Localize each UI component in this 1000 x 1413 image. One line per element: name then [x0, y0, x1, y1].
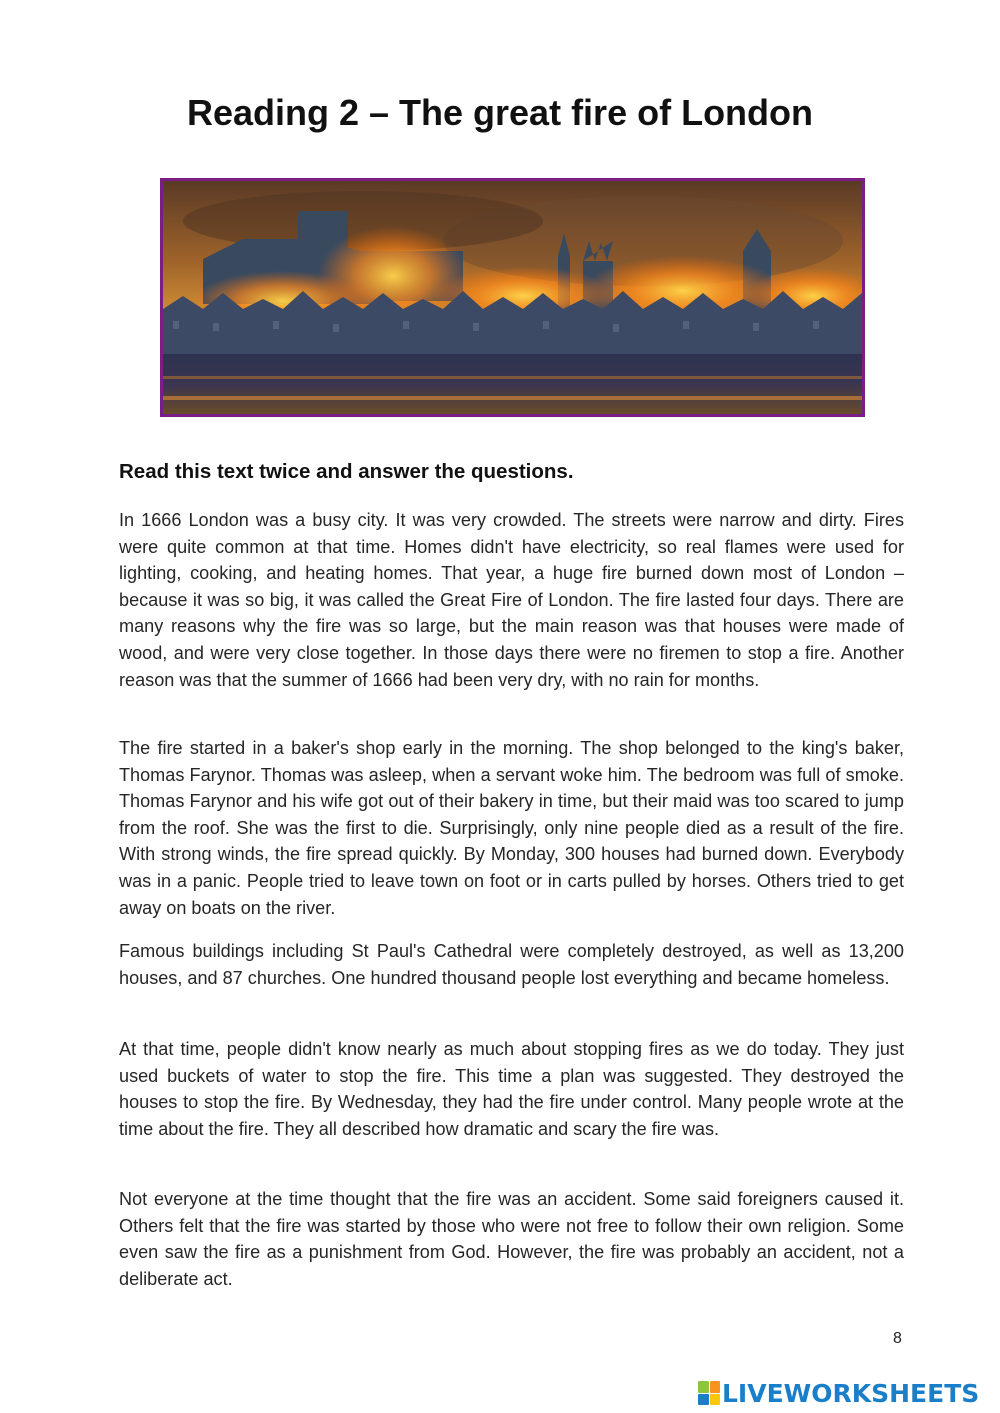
paragraph-4: At that time, people didn't know nearly as much about stopping fires as we do today. They just used buckets of water to stop the fire. This time a plan was suggested. They destroyed the houses to stop the fire. By Wednesday, they had the fire under control. Many people wrote at the time about the fire. They all described how dramatic and scary the fire was. — [119, 1039, 904, 1139]
paragraph-1: In 1666 London was a busy city. It was very crowded. The streets were narrow and dirty. Fires were quite common at that time. Homes didn't have electricity, so real flames were used for lighting, cooking, and heating homes. That year, a huge fire burned down most of London – because it was so big, it was called the Great Fire of London. The fire lasted four days. There are many reasons why the fire was so large, but the main reason was that houses were made of wood, and were very close together. In those days there were no firemen to stop a fire. Another reason was that the summer of 1666 had been very dry, with no rain for months. — [119, 510, 904, 690]
brand-name: LIVEWORKSHEETS — [722, 1378, 980, 1408]
paragraph-2: The fire started in a baker's shop early in the morning. The shop belonged to the king's baker, Thomas Farynor. Thomas was asleep, when a servant woke him. The bedroom was full of smoke. Thomas Farynor and his wife got out of their bakery in time, but their maid was too scared to jump from the roof. She was the first to die. Surprisingly, only nine people died as a result of the fire. With strong winds, the fire spread quickly. By Monday, 300 houses had burned down. Everybody was in a panic. People tried to leave town on foot or in carts pulled by horses. Others tried to get away on boats on the river. — [119, 738, 904, 918]
paragraph-3: Famous buildings including St Paul's Cathedral were completely destroyed, as well as 13,200 houses, and 87 churches. One hundred thousand people lost everything and became homeless. — [119, 941, 904, 988]
liveworksheets-logo-icon — [698, 1381, 720, 1405]
fire-of-london-painting — [160, 178, 865, 417]
paragraph-5: Not everyone at the time thought that the fire was an accident. Some said foreigners caused it. Others felt that the fire was started by those who were not free to follow their own religion. Some even saw the fire as a punishment from God. However, the fire was probably an accident, not a deliberate act. — [119, 1189, 904, 1289]
page-number: 8 — [893, 1330, 902, 1347]
liveworksheets-logo[interactable] — [698, 1378, 979, 1408]
reading-instruction: Read this text twice and answer the questions. — [119, 460, 574, 483]
page-title: Reading 2 – The great fire of London — [186, 92, 814, 133]
